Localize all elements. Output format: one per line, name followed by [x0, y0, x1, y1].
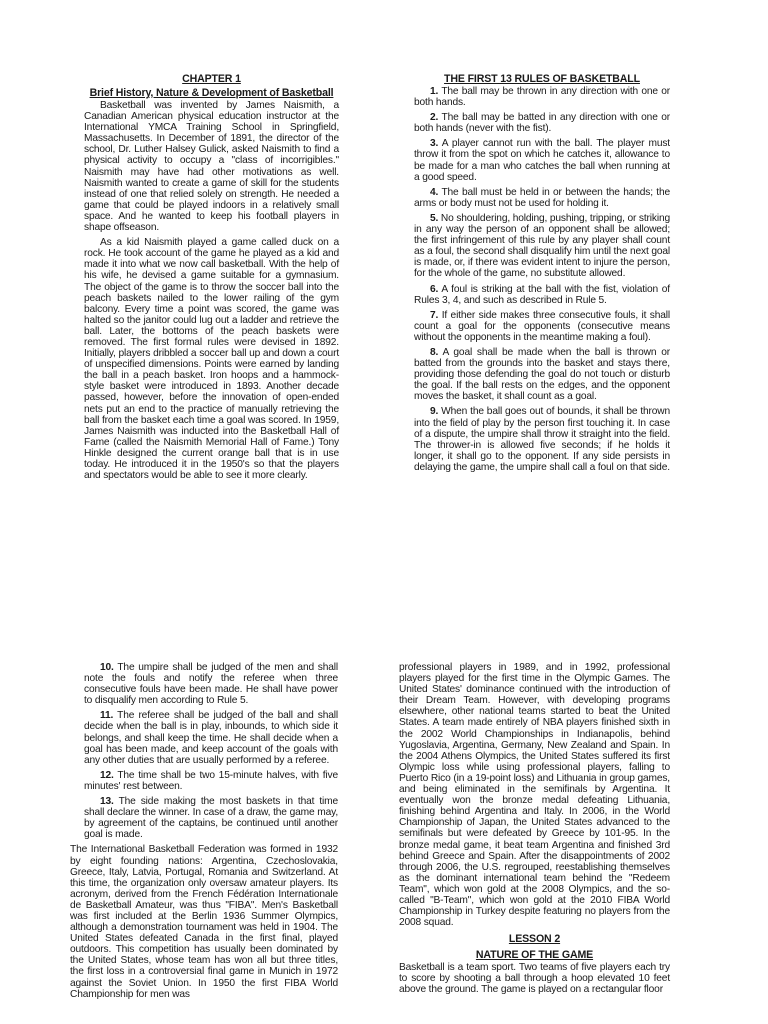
rule-text: If either side makes three consecutive fouls, it shall count a goal for the opponents (consecutive means without the opponents in the meantime making a foul). [414, 309, 670, 343]
fiba-paragraph: The International Basketball Federation was formed in 1932 by eight founding nations: Argentina, Czechoslovakia, Greece, Italy, Latvia, Portugal, Romania and Switzerland. At this time, the organization only oversaw amateur players. Its acronym, derived from the French Fédération Internationale de Basketball Amateur, was thus "FIBA". Men's Basketball was first included at the Berlin 1936 Summer Olympics, although a demonstration tournament was held in 1904. The United States defeated Canada in the first final, played outdoors. This competition has usually been dominated by the United States, whose team has won all but three titles, the first loss in a controversial final game in Munich in 1972 against the Soviet Union. In 1950 the first FIBA World Championship for men was [70, 844, 338, 1000]
rule-number: 10. [100, 662, 114, 673]
professional-players-paragraph: professional players in 1989, and in 1992, professional players played for the first time in the Olympic Games. The United States' dominance continued with the introduction of their Dream Team. However, with developing programs elsewhere, other national teams started to beat the United States. A team made entirely of NBA players finished sixth in the 2002 World Championships in Indianapolis, behind Yugoslavia, Argentina, Germany, New Zealand and Spain. In the 2004 Athens Olympics, the United States suffered its first Olympic loss while using professional players, falling to Puerto Rico (in a 19-point loss) and Lithuania in group games, and being eliminated in the semifinals by Argentina. It eventually won the bronze medal defeating Lithuania, finishing behind Argentina and Italy. In 2006, in the World Championship of Japan, the United States advanced to the semifinals but were defeated by Greece by 101-95. In the bronze medal game, it beat team Argentina and finished 3rd behind Greece and Spain. After the disappointments of 2002 through 2006, the U.S. regrouped, reestablishing themselves as the dominant international team behind the "Redeem Team", which won gold at the 2008 Olympics, and the so-called "B-Team", which won gold at the 2010 FIBA World Championship in Turkey despite featuring no players from the 2008 squad. [399, 662, 670, 929]
rule-item-4 [414, 187, 670, 209]
rule-text: The ball may be batted in any direction with one or both hands (never with the fist). [414, 112, 670, 135]
rule-number: 13. [100, 796, 114, 808]
rule-item-2 [414, 112, 670, 134]
rule-item-12 [70, 770, 338, 792]
history-paragraph-1: Basketball was invented by James Naismith, a Canadian American physical education instructor at the International YMCA Training School in Springfield, Massachusetts. In December of 1891, the director of the school, Dr. Luther Halsey Gulick, asked Naismith to find a physical activity to occupy a "class of incorrigibles." Naismith may have had other motivations as well. Naismith wanted to create a game of skill for the students instead of one that relied solely on strength. He needed a game that could be played indoors in a relatively small space. And he wanted to keep his football players in shape offseason. [84, 100, 339, 234]
rule-number: 1. [430, 86, 439, 97]
rule-item-6 [414, 284, 670, 306]
rule-item-8 [414, 347, 670, 402]
rule-text: The side making the most baskets in that time shall declare the winner. In case of a draw, the game may, by agreement of the captains, be continued until another goal is made. [84, 796, 339, 841]
rule-item-3 [414, 138, 670, 182]
rules-column [414, 72, 670, 477]
rule-item-5 [414, 213, 670, 280]
rules-continued-column [70, 662, 338, 1004]
rule-text: The time shall be two 15-minute halves, with five minutes' rest between. [84, 769, 338, 792]
rule-item-10 [70, 662, 338, 706]
lesson-paragraph: Basketball is a team sport. Two teams of five players each try to score by shooting a ball through a hoop elevated 10 feet above the ground. The game is played on a rectangular floor [399, 962, 670, 996]
rules-title: THE FIRST 13 RULES OF BASKETBALL [444, 73, 640, 85]
chapter-1-column [84, 72, 339, 485]
rule-item-11 [70, 710, 338, 765]
rule-number: 9. [430, 406, 439, 418]
history-paragraph-2: As a kid Naismith played a game called duck on a rock. He took account of the game he played as a kid and made it into what we now call basketball. With the help of his wife, he devised a game suitable for a gymnasium. The object of the game is to throw the soccer ball into the peach baskets nailed to the lower railing of the gym balcony. Every time a point was scored, the game was halted so the janitor could lug out a ladder and retrieve the ball. Later, the bottoms of the peach baskets were removed. The first formal rules were devised in 1892. Initially, players dribbled a soccer ball up and down a court of unspecified dimensions. Points were earned by landing the ball in a peach basket. Iron hoops and a hammock-style basket were introduced in 1893. Another decade passed, however, before the innovation of open-ended nets put an end to the practice of manually retrieving the ball from the basket each time a goal was scored. In 1959, James Naismith was inducted into the Basketball Hall of Fame (called the Naismith Memorial Hall of Fame.) Tony Hinkle designed the current orange ball that is in use today. He introduced it in the 1950's so that the players and spectators would be able to see it more clearly. [84, 237, 339, 482]
rule-item-1 [414, 86, 670, 108]
rule-number: 3. [430, 138, 439, 150]
rule-number: 8. [430, 346, 439, 358]
rule-number: 5. [430, 212, 439, 224]
lesson-subtitle: NATURE OF THE GAME [475, 949, 594, 962]
chapter-subtitle: Brief History, Nature & Development of Basketball [89, 87, 334, 99]
rule-text: The ball may be thrown in any direction with one or both hands. [414, 86, 670, 109]
rule-text: The umpire shall be judged of the men and shall note the fouls and notify the referee when three consecutive fouls have been made. He shall have power to disqualify men according to Rule 5. [84, 662, 339, 707]
rule-text: No shouldering, holding, pushing, tripping, or striking in any way the person of an opponent shall be allowed; the first infringement of this rule by any player shall count as a foul, the second shall disqualify him until the next goal is made, or, if there was evident intent to injure the person, for the whole of the game, no substitute allowed. [414, 212, 670, 280]
history-continued-column [399, 662, 670, 1000]
rule-text: A foul is striking at the ball with the fist, violation of Rules 3, 4, and such as described in Rule 5. [414, 283, 670, 306]
rule-number: 12. [100, 769, 114, 781]
rule-text: A goal shall be made when the ball is thrown or batted from the grounds into the basket and stays there, providing those defending the goal do not touch or disturb the goal. If the ball rests on the edges, and the opponent moves the basket, it shall count as a goal. [414, 346, 670, 403]
rule-number: 6. [430, 283, 439, 295]
chapter-title: CHAPTER 1 [182, 73, 241, 85]
rule-number: 7. [430, 309, 439, 321]
lesson-title: LESSON 2 [508, 933, 561, 946]
rule-text: The referee shall be judged of the ball and shall decide when the ball is in play, inbounds, to which side it belongs, and shall keep the time. He shall decide when a goal has been made, and keep account of the goals with any other duties that are usually performed by a referee. [84, 710, 338, 766]
rule-text: The ball must be held in or between the hands; the arms or body must not be used for holding it. [414, 186, 670, 209]
rule-item-13 [70, 796, 338, 840]
rule-item-9 [414, 406, 670, 473]
rule-number: 4. [430, 186, 439, 198]
rule-text: A player cannot run with the ball. The player must throw it from the spot on which he catches it, allowance to be made for a man who catches the ball when running at a good speed. [414, 138, 670, 183]
rule-item-7 [414, 310, 670, 343]
rule-number: 11. [100, 710, 114, 722]
rule-text: When the ball goes out of bounds, it shall be thrown into the field of play by the person first touching it. In case of a dispute, the umpire shall throw it straight into the field. The thrower-in is allowed five seconds; if he holds it longer, it shall go to the opponent. If any side persists in delaying the game, the umpire shall call a foul on that side. [414, 406, 670, 473]
rule-number: 2. [430, 112, 439, 124]
